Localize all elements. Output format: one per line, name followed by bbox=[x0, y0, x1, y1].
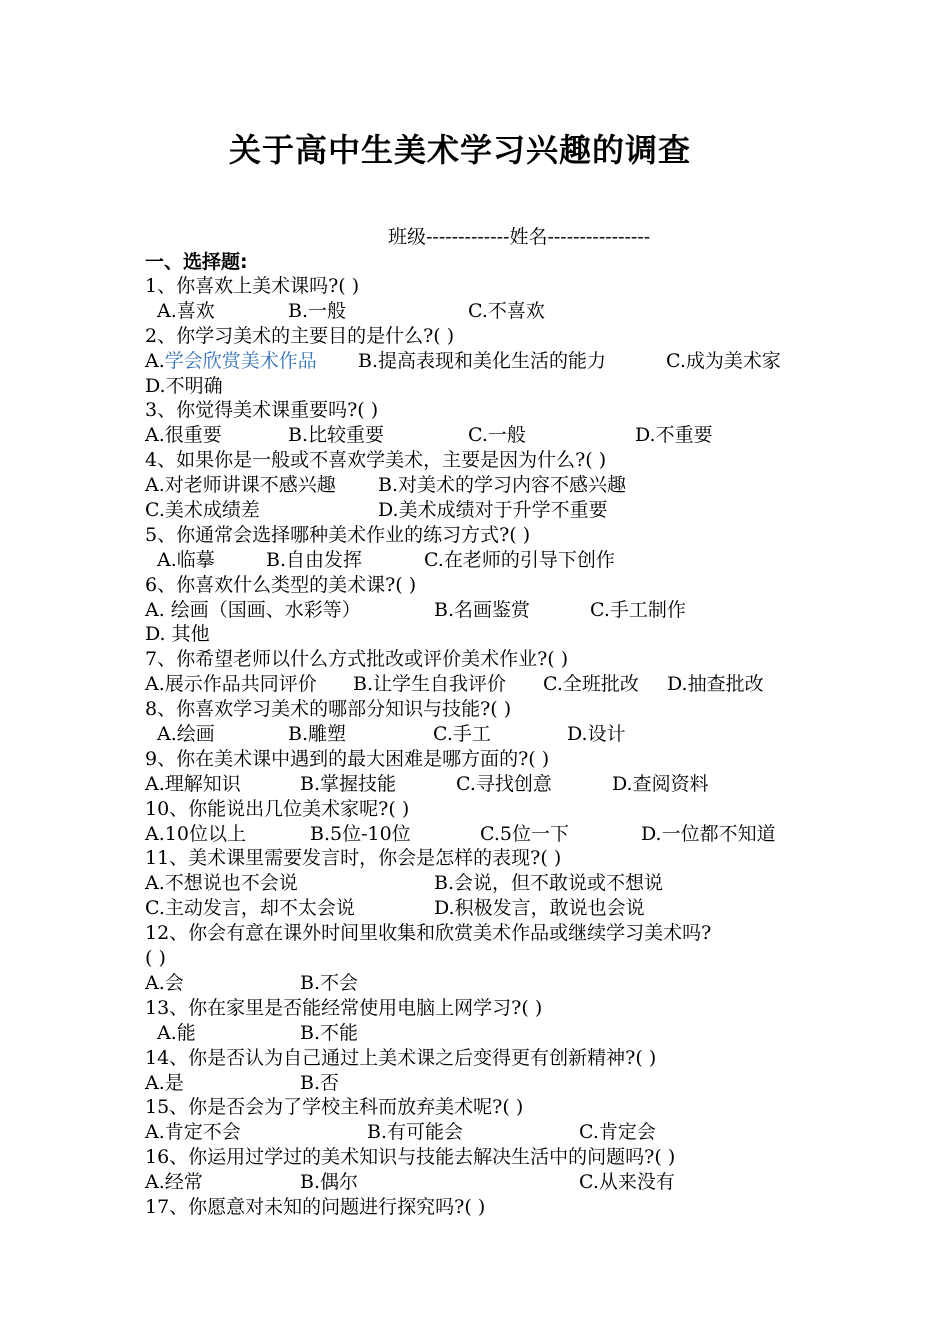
option-a-prefix: A. bbox=[145, 349, 165, 372]
question-3-options bbox=[145, 423, 825, 448]
question-2-options-cont bbox=[145, 374, 825, 399]
question-list bbox=[145, 274, 825, 1220]
option-b: B.偶尔 bbox=[300, 1171, 359, 1194]
question-11-options bbox=[145, 871, 825, 896]
option-a: A.很重要 bbox=[145, 424, 222, 447]
question-9: 9、你在美术课中遇到的最大困难是哪方面的?( ) bbox=[145, 747, 550, 770]
option-c: C.5位一下 bbox=[480, 822, 569, 845]
question-17: 17、你愿意对未知的问题进行探究吗?( ) bbox=[145, 1195, 486, 1218]
question-16: 16、你运用过学过的美术知识与技能去解决生活中的问题吗?( ) bbox=[145, 1146, 676, 1169]
question-12-cont: ( ) bbox=[145, 947, 166, 970]
option-c: C.成为美术家 bbox=[666, 349, 781, 372]
option-a bbox=[145, 349, 317, 374]
option-d: D.抽查批改 bbox=[667, 673, 764, 696]
question-11-options-cont bbox=[145, 896, 825, 921]
option-c: C.主动发言，却不太会说 bbox=[145, 897, 355, 920]
class-name-line: 班级-------------姓名---------------- bbox=[388, 226, 651, 248]
question-4-options-cont bbox=[145, 498, 825, 523]
option-a: A. 绘画（国画、水彩等） bbox=[145, 598, 361, 621]
option-c: C.一般 bbox=[468, 424, 526, 447]
option-d: D.设计 bbox=[567, 723, 626, 746]
option-d: D. 其他 bbox=[145, 623, 210, 646]
option-a: A.肯定不会 bbox=[145, 1121, 241, 1144]
option-c: C.肯定会 bbox=[579, 1121, 656, 1144]
option-c: C.手工制作 bbox=[590, 598, 686, 621]
option-c: C.在老师的引导下创作 bbox=[424, 548, 615, 571]
question-1: 1、你喜欢上美术课吗?( ) bbox=[145, 275, 360, 297]
question-14-options bbox=[145, 1071, 825, 1096]
question-13-options bbox=[145, 1021, 825, 1046]
question-13: 13、你在家里是否能经常使用电脑上网学习?( ) bbox=[145, 996, 543, 1019]
option-c: C.美术成绩差 bbox=[145, 499, 260, 522]
section-heading: 一、选择题: bbox=[145, 251, 248, 273]
question-6-options bbox=[145, 598, 825, 623]
question-14: 14、你是否认为自己通过上美术课之后变得更有创新精神?( ) bbox=[145, 1046, 657, 1069]
option-a: A.10位以上 bbox=[145, 822, 246, 845]
option-a: A.经常 bbox=[145, 1171, 203, 1194]
option-b: B.掌握技能 bbox=[300, 772, 397, 795]
question-10-options bbox=[145, 822, 825, 847]
option-b: B.会说，但不敢说或不想说 bbox=[434, 872, 664, 895]
option-a-highlight: 学会欣赏美术作品 bbox=[164, 349, 317, 372]
option-b: B.一般 bbox=[288, 299, 347, 322]
option-c: C.手工 bbox=[433, 723, 491, 746]
option-b: B.对美术的学习内容不感兴趣 bbox=[378, 474, 627, 497]
option-c: C.从来没有 bbox=[579, 1171, 675, 1194]
option-d: D.查阅资料 bbox=[612, 772, 709, 795]
option-d: D.一位都不知道 bbox=[641, 822, 776, 845]
option-b: B.自由发挥 bbox=[266, 548, 363, 571]
option-a: A.会 bbox=[145, 971, 184, 994]
question-5-options bbox=[145, 548, 825, 573]
option-a: A.展示作品共同评价 bbox=[145, 673, 317, 696]
option-b: B.雕塑 bbox=[288, 723, 347, 746]
question-12-options bbox=[145, 971, 825, 996]
question-10: 10、你能说出几位美术家呢?( ) bbox=[145, 797, 410, 820]
option-c: C.不喜欢 bbox=[468, 299, 545, 322]
question-2-options bbox=[145, 349, 825, 374]
option-a: A.对老师讲课不感兴趣 bbox=[145, 474, 336, 497]
option-a: A.理解知识 bbox=[145, 772, 241, 795]
option-d: D.美术成绩对于升学不重要 bbox=[378, 499, 608, 522]
question-4-options bbox=[145, 473, 825, 498]
option-d: D.不明确 bbox=[145, 374, 223, 397]
question-15-options bbox=[145, 1120, 825, 1145]
question-3: 3、你觉得美术课重要吗?( ) bbox=[145, 399, 379, 422]
question-11: 11、美术课里需要发言时，你会是怎样的表现?( ) bbox=[145, 847, 562, 870]
option-a: A.临摹 bbox=[157, 548, 215, 571]
question-6: 6、你喜欢什么类型的美术课?( ) bbox=[145, 573, 417, 596]
option-b: B.名画鉴赏 bbox=[434, 598, 531, 621]
option-b: B.不能 bbox=[300, 1021, 359, 1044]
question-16-options bbox=[145, 1170, 825, 1195]
page-title: 关于高中生美术学习兴趣的调查 bbox=[228, 131, 691, 169]
option-a: A.不想说也不会说 bbox=[145, 872, 298, 895]
option-a: A.绘画 bbox=[157, 723, 215, 746]
option-d: D.不重要 bbox=[635, 424, 713, 447]
question-8-options bbox=[145, 722, 825, 747]
question-7-options bbox=[145, 672, 825, 697]
question-4: 4、如果你是一般或不喜欢学美术，主要是因为什么?( ) bbox=[145, 449, 607, 472]
option-b: B.不会 bbox=[300, 971, 359, 994]
option-b: B.5位-10位 bbox=[310, 822, 411, 845]
option-a: A.能 bbox=[157, 1021, 196, 1044]
option-b: B.让学生自我评价 bbox=[353, 673, 507, 696]
question-6-options-cont bbox=[145, 622, 825, 647]
question-12: 12、你会有意在课外时间里收集和欣赏美术作品或继续学习美术吗? bbox=[145, 922, 712, 945]
question-9-options bbox=[145, 772, 825, 797]
option-c: C.全班批改 bbox=[543, 673, 639, 696]
option-b: B.有可能会 bbox=[367, 1121, 464, 1144]
question-15: 15、你是否会为了学校主科而放弃美术呢?( ) bbox=[145, 1096, 524, 1119]
option-b: B.否 bbox=[300, 1071, 340, 1094]
question-2: 2、你学习美术的主要目的是什么?( ) bbox=[145, 324, 455, 347]
question-5: 5、你通常会选择哪种美术作业的练习方式?( ) bbox=[145, 523, 531, 546]
option-a: A.是 bbox=[145, 1071, 184, 1094]
option-b: B.提高表现和美化生活的能力 bbox=[358, 349, 607, 372]
option-a: A.喜欢 bbox=[157, 299, 215, 322]
option-d: D.积极发言，敢说也会说 bbox=[434, 897, 645, 920]
option-c: C.寻找创意 bbox=[456, 772, 552, 795]
question-8: 8、你喜欢学习美术的哪部分知识与技能?( ) bbox=[145, 698, 512, 721]
question-7: 7、你希望老师以什么方式批改或评价美术作业?( ) bbox=[145, 648, 569, 671]
option-b: B.比较重要 bbox=[288, 424, 385, 447]
question-1-options bbox=[145, 299, 825, 324]
